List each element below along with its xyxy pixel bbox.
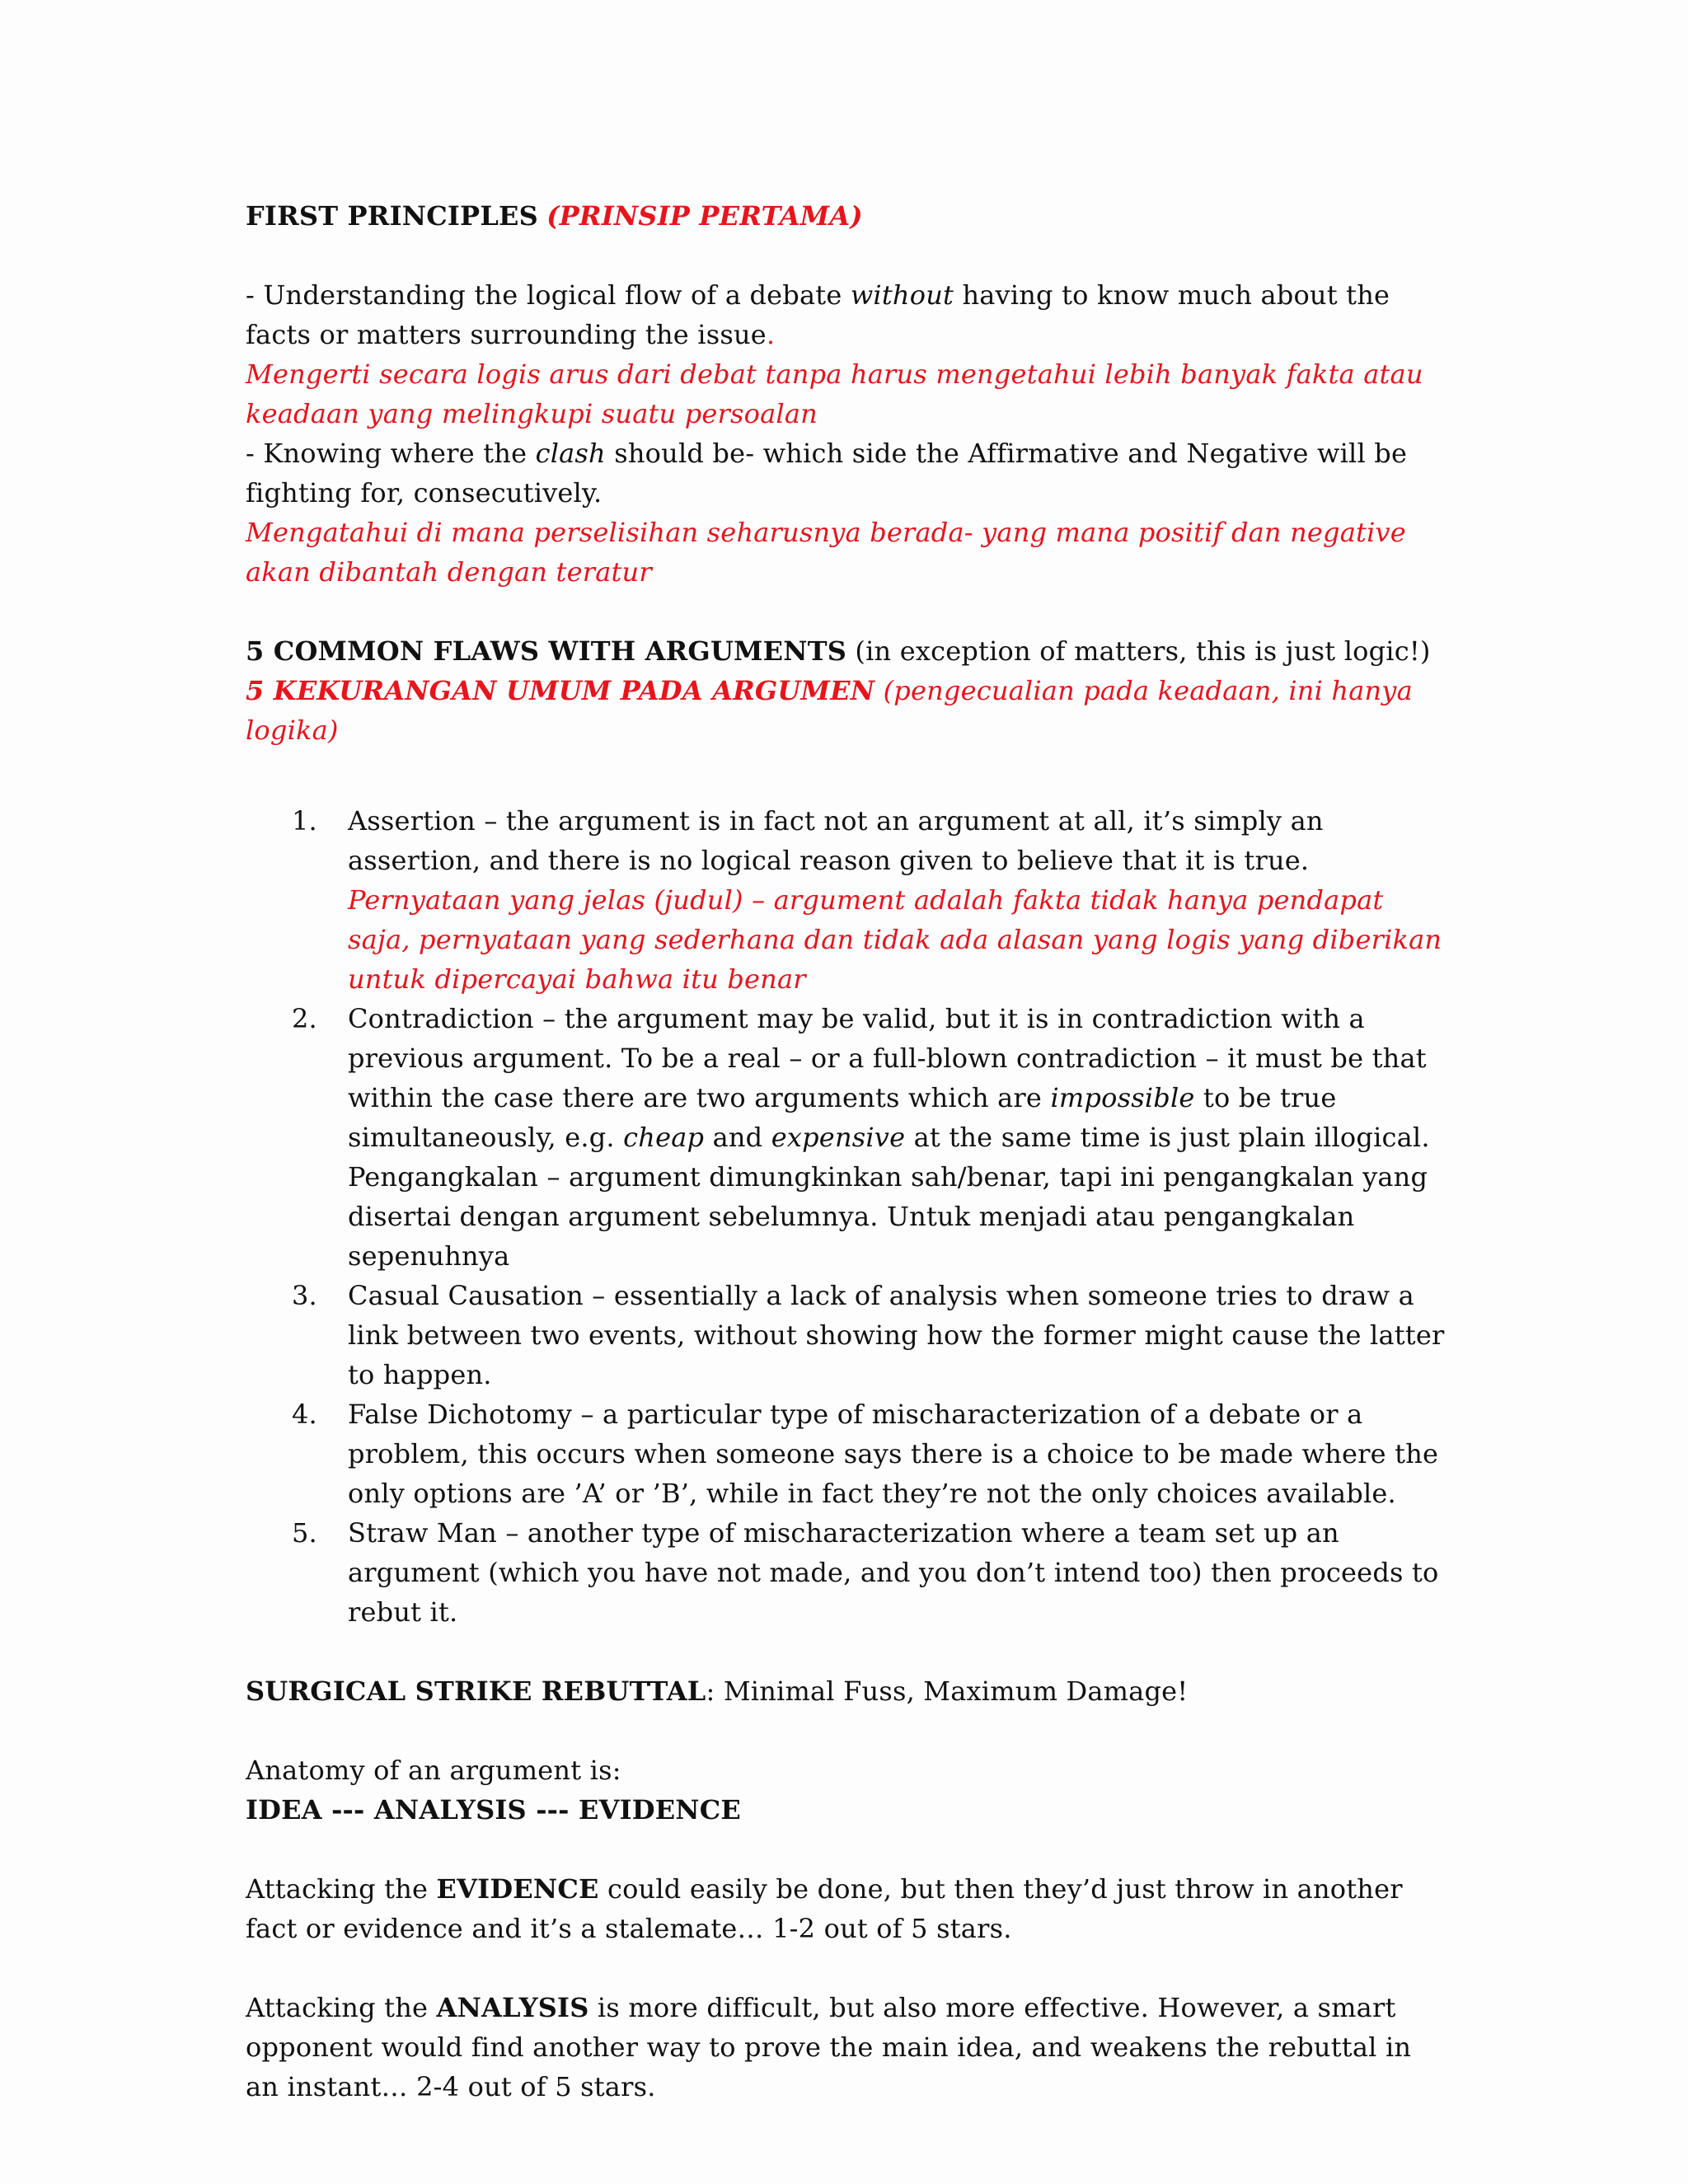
list-item-text-part: Contradiction – the argument may be valid, but it is in contradiction with a previous argument. To be a real – or a full-blown contradiction – it must be that within the case there are two arguments which are <box>348 1003 1427 1113</box>
attack-analysis-paragraph <box>246 1988 1449 2107</box>
attack-evidence-before: Attacking the <box>246 1873 429 1905</box>
list-item <box>292 801 1449 999</box>
document-page <box>246 196 1449 2107</box>
list-number: 5. <box>292 1517 317 1549</box>
principle-1 <box>246 275 1449 354</box>
list-item-text: Assertion – the argument is in fact not an argument at all, it’s simply an assertion, and there is no logical reason given to believe that it is true. <box>348 805 1324 876</box>
list-item-text-part: and <box>712 1122 763 1153</box>
flaws-list <box>246 801 1449 1632</box>
list-item-text <box>348 999 1449 1157</box>
list-item-translation: Pernyataan yang jelas (judul) – argument adalah fakta tidak hanya pendapat saja, pernyataan yang sederhana dan tidak ada alasan yang logis yang diberikan untuk dipercayai bahwa itu benar <box>348 884 1442 995</box>
surgical-title: SURGICAL STRIKE REBUTTAL <box>246 1675 706 1707</box>
principle-2-text-after: should be- which side the Affirmative and Negative will be fighting for, consecutively. <box>246 438 1408 509</box>
principle-1-red-period: . <box>766 319 776 350</box>
attack-analysis-keyword: ANALYSIS <box>436 1992 589 2023</box>
list-item-text: False Dichotomy – a particular type of mischaracterization of a debate or a problem, this occurs when someone says there is a choice to be made where the only options are ’A’ or ’B’, while in fact they’re not the only choices available. <box>348 1399 1439 1509</box>
attack-analysis-before: Attacking the <box>246 1992 429 2023</box>
principle-1-translation: Mengerti secara logis arus dari debat tanpa harus mengetahui lebih banyak fakta atau keadaan yang melingkupi suatu persoalan <box>246 359 1423 429</box>
list-item-text: Casual Causation – essentially a lack of analysis when someone tries to draw a link between two events, without showing how the former might cause the latter to happen. <box>348 1280 1445 1390</box>
surgical-subtitle: : Minimal Fuss, Maximum Damage! <box>706 1675 1189 1707</box>
flaws-title: 5 COMMON FLAWS WITH ARGUMENTS <box>246 635 847 667</box>
anatomy-formula: IDEA --- ANALYSIS --- EVIDENCE <box>246 1794 742 1825</box>
surgical-heading <box>246 1671 1449 1711</box>
attack-evidence-after: could easily be done, but then they’d just throw in another fact or evidence and it’s a stalemate… 1-2 out of 5 stars. <box>246 1873 1403 1944</box>
list-item <box>292 1394 1449 1513</box>
principle-1-text-before: Understanding the logical flow of a debate <box>263 279 842 311</box>
list-item <box>292 999 1449 1276</box>
bullet-dash: - <box>246 279 256 311</box>
list-number: 1. <box>292 805 317 837</box>
list-item <box>292 1276 1449 1394</box>
section-title: FIRST PRINCIPLES <box>246 200 538 232</box>
list-item-emphasis: cheap <box>623 1122 705 1153</box>
principle-2-emphasis: clash <box>535 438 606 469</box>
flaws-heading <box>246 631 1449 671</box>
list-number: 2. <box>292 1003 317 1034</box>
flaws-title-translation-note: (pengecualian pada keadaan, ini hanya logika) <box>246 675 1413 746</box>
list-number: 4. <box>292 1399 317 1430</box>
first-principles-heading <box>246 196 1449 236</box>
flaws-title-note: (in exception of matters, this is just logic!) <box>855 635 1431 667</box>
principle-2-translation: Mengatahui di mana perselisihan seharusnya berada- yang mana positif dan negative akan dibantah dengan teratur <box>246 517 1406 588</box>
list-item-text: Straw Man – another type of mischaracterization where a team set up an argument (which you have not made, and you don’t intend too) then proceeds to rebut it. <box>348 1517 1439 1628</box>
section-title-translation: (PRINSIP PERTAMA) <box>546 200 863 232</box>
principle-2-text-before: Knowing where the <box>263 438 528 469</box>
list-item-emphasis: impossible <box>1050 1082 1195 1113</box>
flaws-heading-translation <box>246 671 1449 750</box>
principle-2 <box>246 434 1449 513</box>
attack-evidence-keyword: EVIDENCE <box>436 1873 599 1905</box>
list-item-emphasis: expensive <box>771 1122 906 1153</box>
list-number: 3. <box>292 1280 317 1311</box>
anatomy-intro: Anatomy of an argument is: <box>246 1755 621 1786</box>
attack-evidence-paragraph <box>246 1869 1449 1948</box>
list-item-text-part: to be true simultaneously, e.g. <box>348 1082 1337 1153</box>
bullet-dash: - <box>246 438 256 469</box>
principle-1-emphasis: without <box>850 279 954 311</box>
attack-analysis-after: is more difficult, but also more effective. However, a smart opponent would find another way to prove the main idea, and weakens the rebuttal in an instant… 2-4 out of 5 stars. <box>246 1992 1412 2102</box>
list-item <box>292 1513 1449 1632</box>
list-item-text-part: at the same time is just plain illogical. <box>913 1122 1430 1153</box>
principle-1-text-after: having to know much about the facts or matters surrounding the issue <box>246 279 1390 350</box>
flaws-title-translation: 5 KEKURANGAN UMUM PADA ARGUMEN <box>246 675 875 706</box>
list-item-note: Pengangkalan – argument dimungkinkan sah/benar, tapi ini pengangkalan yang disertai dengan argument sebelumnya. Untuk menjadi atau pengangkalan sepenuhnya <box>348 1161 1428 1272</box>
